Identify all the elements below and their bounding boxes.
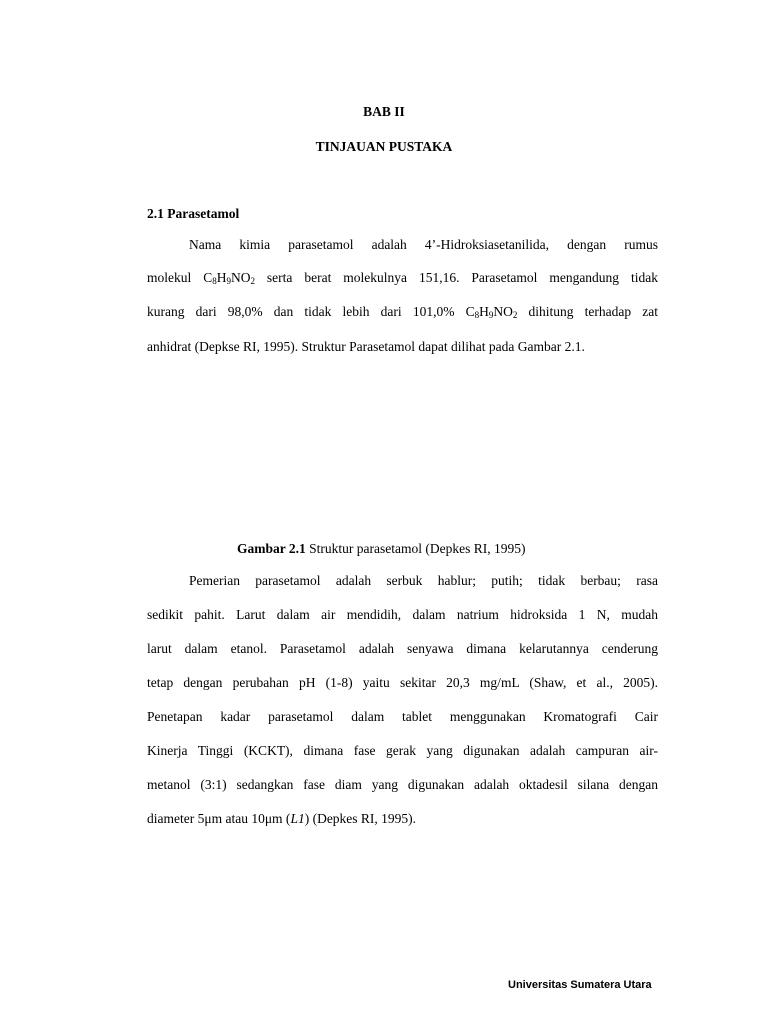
paragraph-2-line-6: Kinerja Tinggi (KCKT), dimana fase gerak yang digunakan adalah campuran air- (147, 743, 658, 758)
chapter-title: TINJAUAN PUSTAKA (315, 139, 453, 154)
paragraph-1-line-3: kurang dari 98,0% dan tidak lebih dari 101,0% $C_8H_9NO_2$ dihitung terhadap zat (147, 304, 658, 320)
paragraph-1-line-2: molekul $C_8H_9NO_2$ serta berat molekulnya 151,16. Parasetamol mengandung tidak (147, 270, 659, 286)
figure-placeholder (147, 370, 658, 530)
chapter-heading: BAB II (363, 104, 405, 119)
paragraph-2-line-8: diameter 5μm atau 10μm (L1) (Depkes RI, 1995). (147, 811, 417, 826)
paragraph-2-line-2: sedikit pahit. Larut dalam air mendidih, dalam natrium hidroksida 1 N, mudah (147, 607, 658, 622)
paragraph-2-line-4: tetap dengan perubahan pH (1-8) yaitu sekitar 20,3 mg/mL (Shaw, et al., 2005). (147, 675, 658, 690)
paragraph-2-line-5: Penetapan kadar parasetamol dalam tablet menggunakan Kromatografi Cair (147, 709, 658, 724)
paragraph-2-line-1: Pemerian parasetamol adalah serbuk hablur; putih; tidak berbau; rasa (189, 573, 658, 588)
paragraph-2-line-7: metanol (3:1) sedangkan fase diam yang digunakan adalah oktadesil silana dengan (147, 777, 658, 792)
figure-caption (237, 541, 525, 557)
paragraph-1-line-4: anhidrat (Depkse RI, 1995). Struktur Parasetamol dapat dilihat pada Gambar 2.1. (147, 339, 585, 354)
paragraph-1-line-1: Nama kimia parasetamol adalah 4’-Hidroksiasetanilida, dengan rumus (189, 237, 658, 252)
section-title: 2.1 Parasetamol (147, 206, 240, 221)
footer-institution: Universitas Sumatera Utara (508, 979, 652, 991)
paragraph-2-line-3: larut dalam etanol. Parasetamol adalah senyawa dimana kelarutannya cenderung (147, 641, 658, 656)
figure-caption-label: Gambar 2.1 (237, 541, 306, 556)
figure-caption-text: Struktur parasetamol (Depkes RI, 1995) (305, 541, 526, 556)
